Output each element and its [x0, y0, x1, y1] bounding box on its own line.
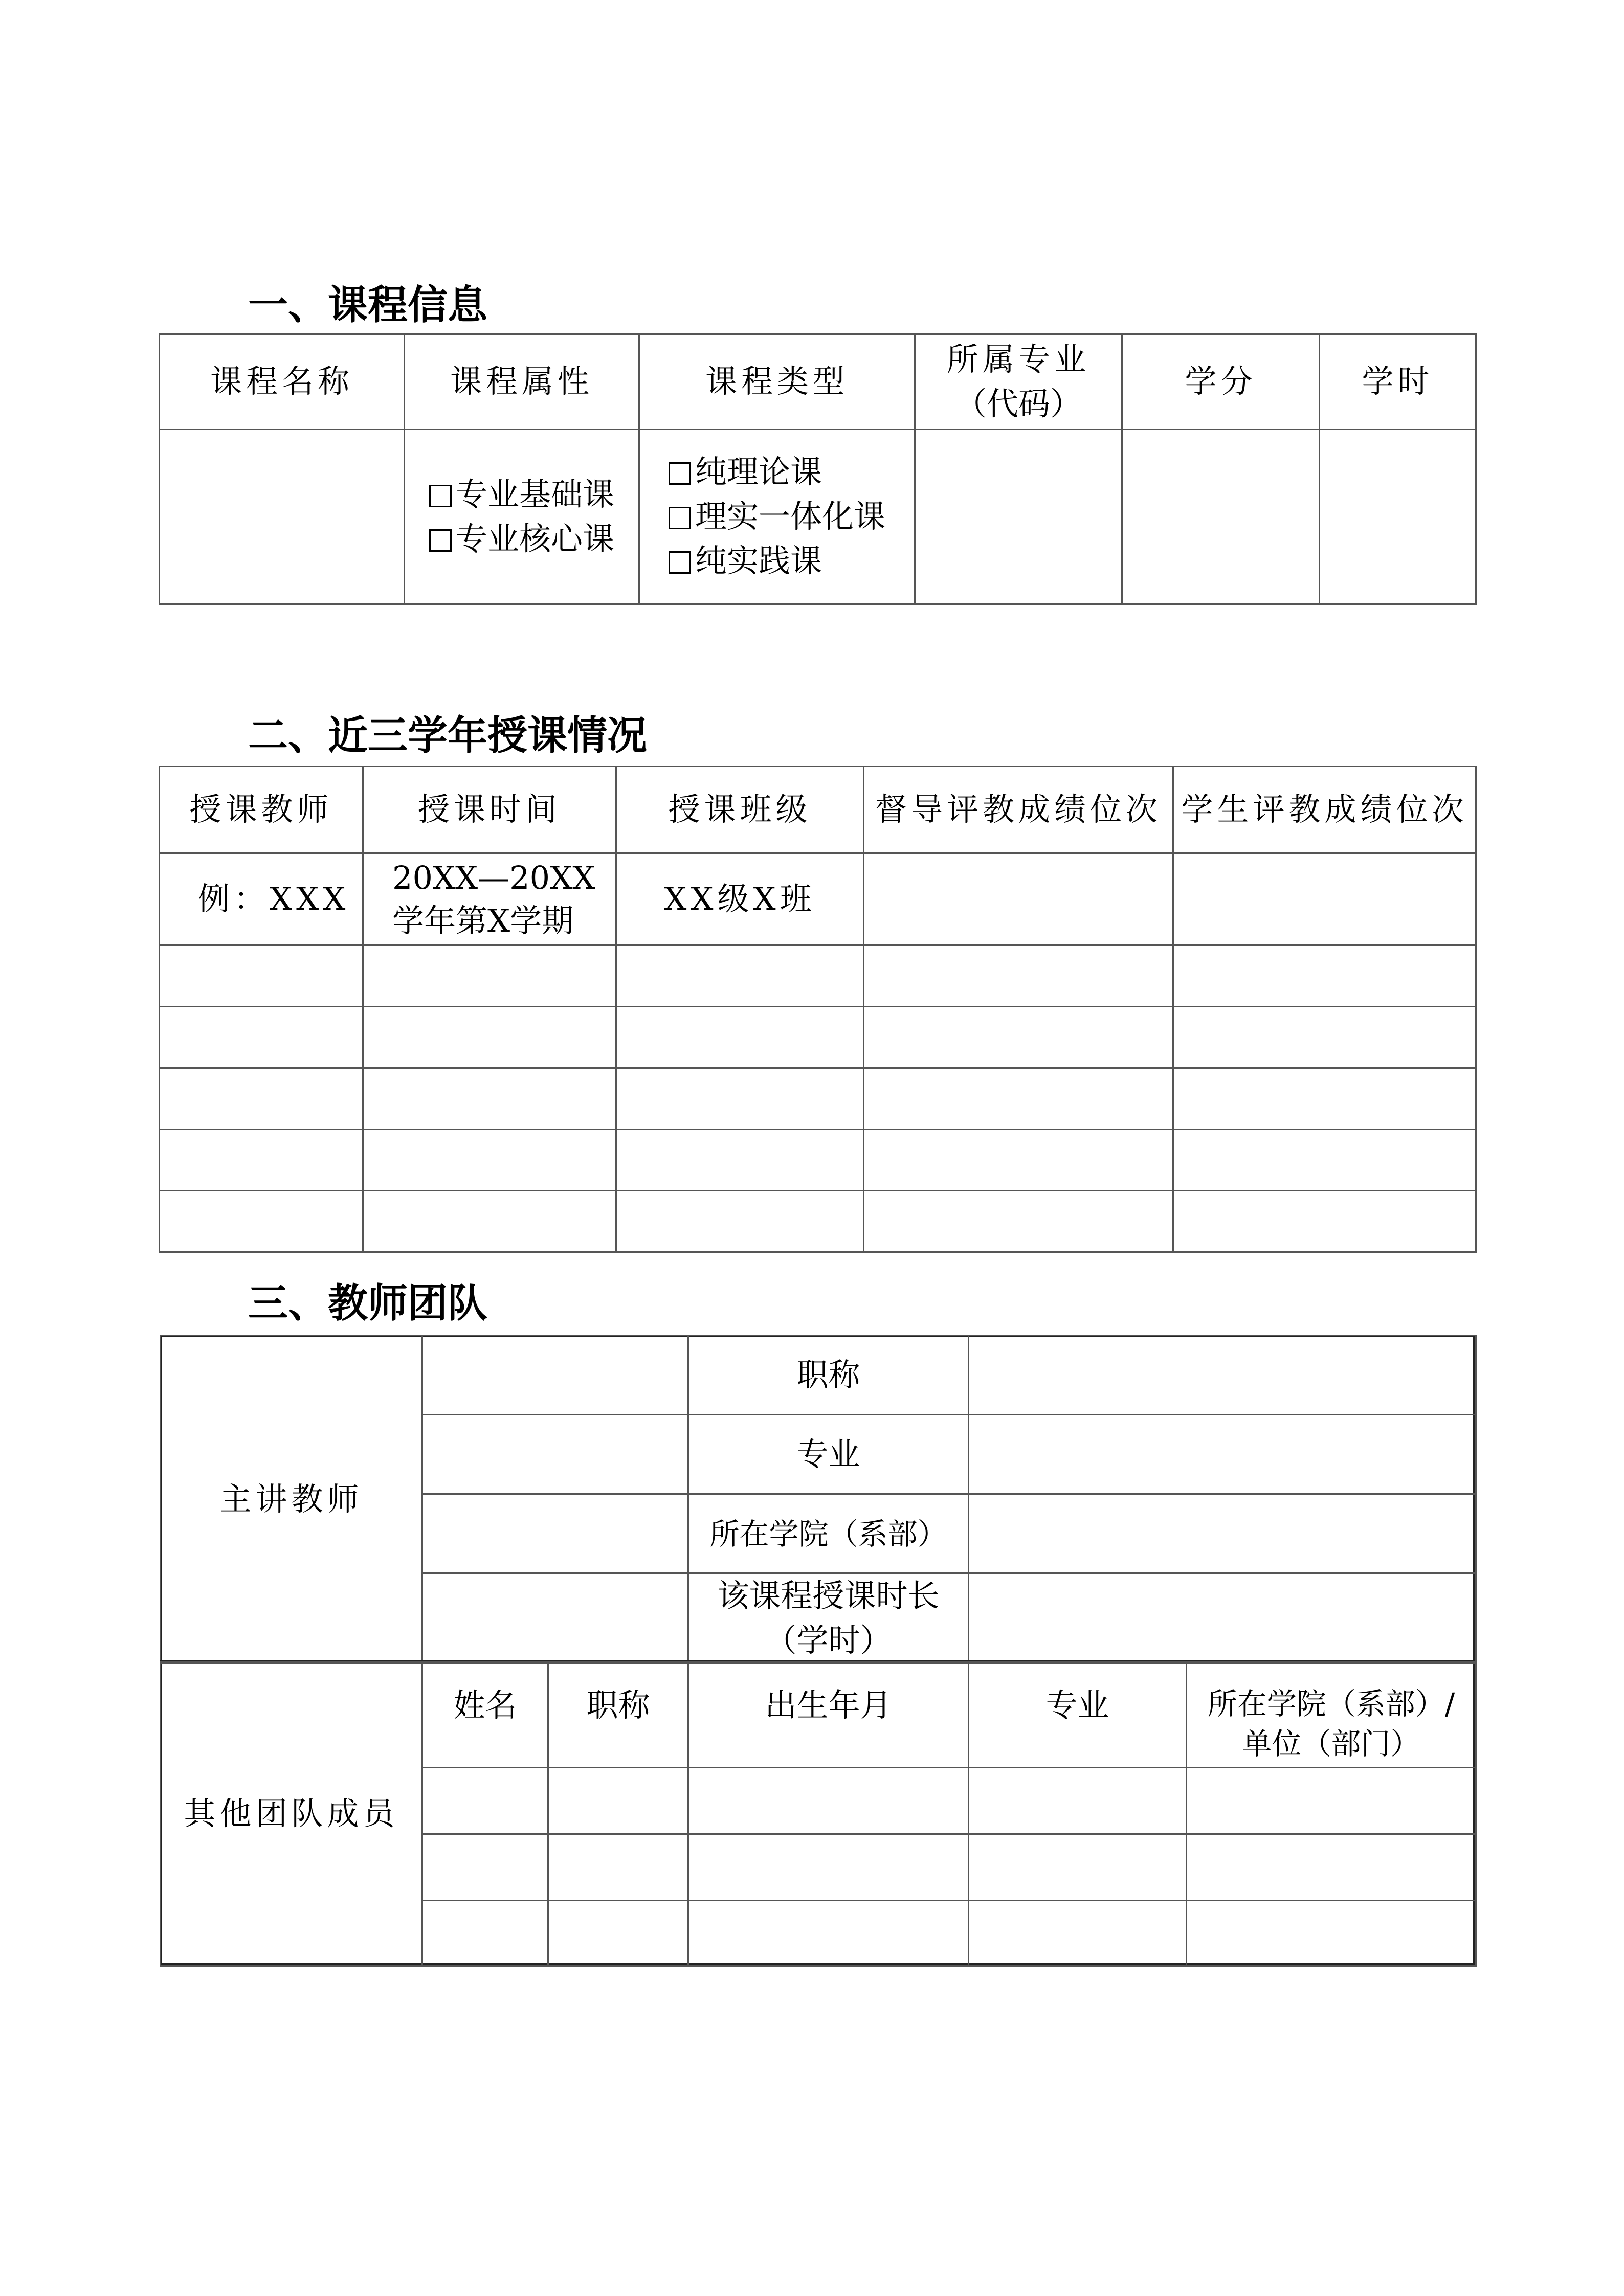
team-members-table: [160, 1661, 1477, 1967]
table-cell[interactable]: [688, 1834, 969, 1901]
major-code-value[interactable]: [915, 430, 1122, 604]
table-cell[interactable]: [363, 946, 616, 1007]
header-member-title: 职称: [548, 1662, 688, 1768]
option-theory-course[interactable]: 纯理论课: [669, 450, 885, 494]
table-cell[interactable]: [969, 1768, 1187, 1834]
main-teacher-info-3[interactable]: [422, 1494, 688, 1573]
checkbox-icon[interactable]: [429, 485, 452, 507]
header-student-rank: 学生评教成绩位次: [1173, 767, 1476, 853]
table-cell[interactable]: [616, 1130, 864, 1191]
hours-value[interactable]: [1320, 430, 1476, 604]
section1-title: 一、课程信息: [248, 282, 488, 328]
table-cell[interactable]: [160, 1130, 363, 1191]
main-teacher-info-4[interactable]: [422, 1573, 688, 1664]
table-cell[interactable]: [1173, 1007, 1476, 1068]
table-cell[interactable]: [864, 946, 1173, 1007]
example-time: 20XX—20XX 学年第X学期: [363, 853, 616, 946]
table-cell[interactable]: [422, 1768, 548, 1834]
table-cell[interactable]: [864, 1130, 1173, 1191]
option-integrated-course[interactable]: 理实一体化课: [669, 494, 885, 539]
table-cell[interactable]: [688, 1768, 969, 1834]
option-practice-course[interactable]: 纯实践课: [669, 539, 885, 583]
table-row: [160, 1007, 1476, 1068]
field-major-label: 专业: [688, 1415, 969, 1494]
header-teacher: 授课教师: [160, 767, 363, 853]
header-member-birth: 出生年月: [688, 1662, 969, 1768]
table-cell[interactable]: [363, 1191, 616, 1252]
table-cell[interactable]: [548, 1768, 688, 1834]
field-major-value[interactable]: [969, 1415, 1476, 1494]
table-cell[interactable]: [160, 1007, 363, 1068]
table-row: [160, 946, 1476, 1007]
table-cell[interactable]: [864, 1068, 1173, 1130]
course-type-options: [639, 430, 915, 604]
header-member-name: 姓名: [422, 1662, 548, 1768]
table-cell[interactable]: [160, 1068, 363, 1130]
table-cell[interactable]: [1187, 1768, 1476, 1834]
table-cell[interactable]: [1187, 1834, 1476, 1901]
main-teacher-table: [160, 1335, 1477, 1664]
header-course-attribute: 课程属性: [405, 334, 639, 430]
table-row: [160, 1130, 1476, 1191]
course-attribute-options: [405, 430, 639, 604]
course-name-value[interactable]: [160, 430, 405, 604]
example-student-rank[interactable]: [1173, 853, 1476, 946]
header-course-type: 课程类型: [639, 334, 915, 430]
teaching-history-table: [159, 766, 1477, 1253]
header-member-college: 所在学院（系部）/ 单位（部门）: [1187, 1662, 1476, 1768]
table-cell[interactable]: [969, 1901, 1187, 1966]
checkbox-icon[interactable]: [669, 551, 691, 574]
main-teacher-label: 主讲教师: [161, 1336, 422, 1664]
table-cell[interactable]: [616, 1191, 864, 1252]
example-supervisor-rank[interactable]: [864, 853, 1173, 946]
field-college-label: 所在学院（系部）: [688, 1494, 969, 1573]
table-cell[interactable]: [422, 1834, 548, 1901]
table-row: [160, 853, 1476, 946]
table-cell[interactable]: [363, 1068, 616, 1130]
option-core-course[interactable]: 专业核心课: [429, 517, 614, 561]
table-cell[interactable]: [969, 1834, 1187, 1901]
other-members-label: 其他团队成员: [161, 1662, 422, 1966]
header-course-name: 课程名称: [160, 334, 405, 430]
credits-value[interactable]: [1122, 430, 1320, 604]
example-class: XX级X班: [616, 853, 864, 946]
table-cell[interactable]: [548, 1901, 688, 1966]
table-cell[interactable]: [1187, 1901, 1476, 1966]
table-cell[interactable]: [616, 1068, 864, 1130]
header-member-major: 专业: [969, 1662, 1187, 1768]
header-supervisor-rank: 督导评教成绩位次: [864, 767, 1173, 853]
table-cell[interactable]: [1173, 1068, 1476, 1130]
main-teacher-info-2[interactable]: [422, 1415, 688, 1494]
table-cell[interactable]: [363, 1007, 616, 1068]
option-basic-course[interactable]: 专业基础课: [429, 472, 614, 517]
field-hours-label: 该课程授课时长 （学时）: [688, 1573, 969, 1664]
table-cell[interactable]: [1173, 946, 1476, 1007]
table-cell[interactable]: [160, 1191, 363, 1252]
example-teacher: 例：XXX: [160, 853, 363, 946]
table-cell[interactable]: [363, 1130, 616, 1191]
table-cell[interactable]: [160, 946, 363, 1007]
header-credits: 学分: [1122, 334, 1320, 430]
header-major-code: 所属专业 （代码）: [915, 334, 1122, 430]
header-hours: 学时: [1320, 334, 1476, 430]
checkbox-icon[interactable]: [669, 462, 691, 485]
table-cell[interactable]: [1173, 1191, 1476, 1252]
main-teacher-name-value[interactable]: [422, 1336, 688, 1415]
header-time: 授课时间: [363, 767, 616, 853]
checkbox-icon[interactable]: [429, 529, 452, 552]
section3-title: 三、教师团队: [248, 1280, 488, 1326]
table-cell[interactable]: [616, 946, 864, 1007]
table-row: [160, 1191, 1476, 1252]
table-cell[interactable]: [616, 1007, 864, 1068]
field-title-value[interactable]: [969, 1336, 1476, 1415]
field-hours-value[interactable]: [969, 1573, 1476, 1664]
checkbox-icon[interactable]: [669, 507, 691, 529]
table-cell[interactable]: [864, 1007, 1173, 1068]
table-cell[interactable]: [1173, 1130, 1476, 1191]
table-cell[interactable]: [422, 1901, 548, 1966]
section2-title: 二、近三学年授课情况: [248, 713, 648, 759]
table-cell[interactable]: [864, 1191, 1173, 1252]
field-college-value[interactable]: [969, 1494, 1476, 1573]
header-class: 授课班级: [616, 767, 864, 853]
table-cell[interactable]: [688, 1901, 969, 1966]
table-cell[interactable]: [548, 1834, 688, 1901]
table-row: [160, 1068, 1476, 1130]
course-info-table: [159, 333, 1477, 605]
field-title-label: 职称: [688, 1336, 969, 1415]
